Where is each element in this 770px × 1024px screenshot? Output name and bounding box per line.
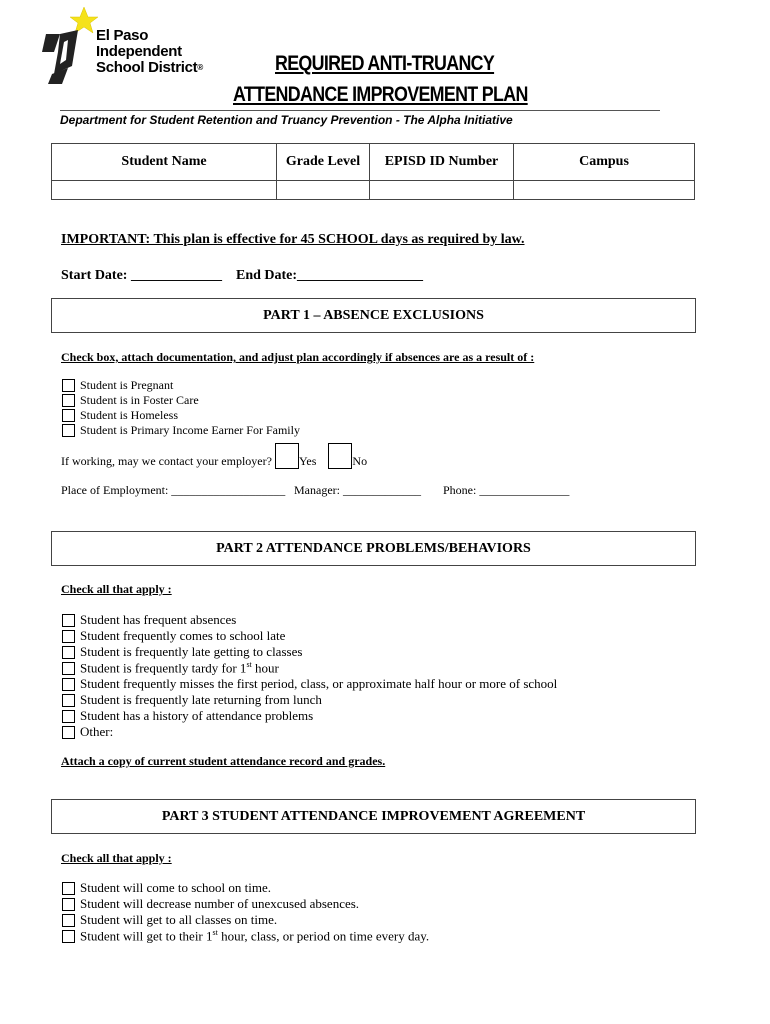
item-label: Student is frequently late returning from lunch <box>80 692 322 707</box>
yes-label: Yes <box>298 454 317 468</box>
list-item <box>62 880 429 896</box>
no-label: No <box>352 454 368 468</box>
list-item <box>62 612 557 628</box>
part3-instruction: Check all that apply : <box>61 851 172 865</box>
list-item <box>62 423 300 438</box>
checkbox[interactable] <box>62 394 75 407</box>
item-label: Student has a history of attendance problems <box>80 708 314 723</box>
list-item <box>62 708 557 724</box>
item-label <box>80 928 429 944</box>
contact-employer-row <box>61 443 367 469</box>
item-label-tail: hour <box>251 660 279 676</box>
item-label: Student frequently misses the first period, class, or approximate half hour or more of school <box>80 676 558 691</box>
checkbox[interactable] <box>62 678 75 691</box>
start-date-field[interactable]: Start Date: _____________ <box>61 268 222 283</box>
item-label: Student is frequently late getting to classes <box>80 644 303 659</box>
part1-checklist <box>62 378 300 438</box>
item-label: Student is Homeless <box>80 408 178 422</box>
header-student-name: Student Name <box>52 144 277 181</box>
checkbox[interactable] <box>62 662 75 675</box>
grade-level-field[interactable] <box>277 181 370 200</box>
part3-heading: PART 3 STUDENT ATTENDANCE IMPROVEMENT AGREEMENT <box>51 799 696 834</box>
checkbox[interactable] <box>62 914 75 927</box>
header-grade-level: Grade Level <box>277 144 370 181</box>
item-label: Student is in Foster Care <box>80 393 199 407</box>
date-fields <box>61 268 423 284</box>
part2-heading: PART 2 ATTENDANCE PROBLEMS/BEHAVIORS <box>51 531 696 566</box>
attach-record-note: Attach a copy of current student attendance record and grades. <box>61 754 386 768</box>
logo-line3: School District <box>96 59 198 76</box>
part2-checklist <box>62 612 557 740</box>
item-label-tail: hour, class, or period on time every day. <box>217 928 430 944</box>
star-figure-icon <box>38 4 98 90</box>
checkbox[interactable] <box>62 646 75 659</box>
list-item <box>62 408 300 423</box>
item-label: Student frequently comes to school late <box>80 628 286 643</box>
list-item <box>62 660 557 676</box>
place-of-employment-field[interactable]: Place of Employment: ___________________ <box>61 483 286 497</box>
list-item <box>62 896 429 912</box>
item-label: Student has frequent absences <box>80 612 237 627</box>
list-item <box>62 692 557 708</box>
list-item <box>62 676 557 692</box>
district-logo <box>38 4 218 90</box>
checkbox[interactable] <box>62 726 75 739</box>
checkbox[interactable] <box>62 409 75 422</box>
item-label: Student is Primary Income Earner For Family <box>80 423 300 437</box>
item-label-text: Student will get to their 1 <box>80 928 213 944</box>
campus-field[interactable] <box>514 181 695 200</box>
list-item <box>62 628 557 644</box>
checkbox[interactable] <box>62 930 75 943</box>
item-label: Other: <box>80 724 114 739</box>
item-label <box>80 660 279 676</box>
yes-checkbox[interactable] <box>275 443 299 469</box>
episd-id-field[interactable] <box>370 181 514 200</box>
title-line1: REQUIRED ANTI-TRUANCY <box>275 52 495 75</box>
title-line2: ATTENDANCE IMPROVEMENT PLAN <box>233 83 528 106</box>
student-info-table <box>51 143 695 200</box>
item-label: Student is Pregnant <box>80 378 174 392</box>
department-subtitle: Department for Student Retention and Truancy Prevention - The Alpha Initiative <box>60 113 513 127</box>
part1-instruction: Check box, attach documentation, and adjust plan accordingly if absences are as a result of : <box>61 350 535 364</box>
header-episd-id: EPISD ID Number <box>370 144 514 181</box>
list-item <box>62 724 557 740</box>
end-date-field[interactable]: End Date:__________________ <box>235 268 424 283</box>
list-item <box>62 393 300 408</box>
registered-mark: ® <box>197 63 203 72</box>
logo-line1: El Paso <box>96 27 149 44</box>
no-checkbox[interactable] <box>328 443 352 469</box>
logo-line2: Independent <box>96 43 182 60</box>
header-campus: Campus <box>514 144 695 181</box>
item-label: Student will come to school on time. <box>80 880 272 895</box>
list-item <box>62 912 429 928</box>
list-item <box>62 644 557 660</box>
checkbox[interactable] <box>62 898 75 911</box>
checkbox[interactable] <box>62 630 75 643</box>
part1-heading: PART 1 – ABSENCE EXCLUSIONS <box>51 298 696 333</box>
important-notice: IMPORTANT: This plan is effective for 45 SCHOOL days as required by law. <box>61 232 525 247</box>
superscript: st <box>212 927 218 937</box>
checkbox[interactable] <box>62 710 75 723</box>
contact-question: If working, may we contact your employer? <box>61 454 272 468</box>
list-item <box>62 378 300 393</box>
header-divider <box>60 110 660 111</box>
manager-field[interactable]: Manager: _____________ <box>294 483 421 497</box>
checkbox[interactable] <box>62 614 75 627</box>
part3-checklist <box>62 880 429 944</box>
part2-instruction: Check all that apply : <box>61 582 172 596</box>
checkbox[interactable] <box>62 694 75 707</box>
phone-field[interactable]: Phone: _______________ <box>443 483 570 497</box>
student-name-field[interactable] <box>52 181 277 200</box>
superscript: st <box>246 659 252 669</box>
item-label-text: Student is frequently tardy for 1 <box>80 660 247 676</box>
item-label: Student will decrease number of unexcused absences. <box>80 896 360 911</box>
list-item <box>62 928 429 944</box>
checkbox[interactable] <box>62 882 75 895</box>
checkbox[interactable] <box>62 379 75 392</box>
item-label: Student will get to all classes on time. <box>80 912 278 927</box>
checkbox[interactable] <box>62 424 75 437</box>
